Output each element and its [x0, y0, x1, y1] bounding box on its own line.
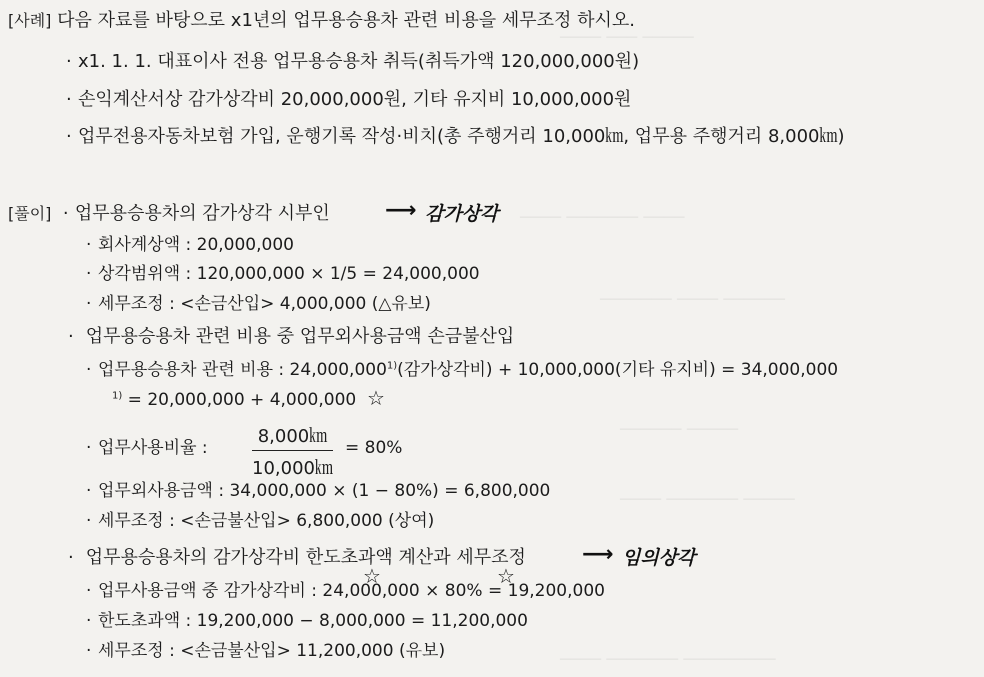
section-title: 업무용승용차의 감가상각 시부인	[74, 203, 330, 224]
line-text: 세무조정 : <손금불산입> 6,800,000 (상여)	[98, 511, 435, 531]
ratio-result: = 80%	[345, 438, 403, 458]
fraction-numerator: 8,000㎞	[252, 422, 333, 451]
line-text: 업무용승용차 관련 비용 : 24,000,000	[98, 360, 387, 380]
example-item-text: 업무전용자동차보험 가입, 운행기록 작성·비치(총 주행거리 10,000㎞, 업무용 주행거리 8,000㎞)	[78, 126, 845, 147]
bullet: ·	[66, 51, 72, 72]
bullet: ·	[86, 264, 92, 284]
line-text: 업무사용금액 중 감가상각비 : 24,000,000 × 80% = 19,200,000	[98, 581, 605, 601]
line-text: 세무조정 : <손금산입> 4,000,000 (△유보)	[98, 294, 431, 314]
bullet: ·	[86, 294, 92, 314]
footnote-mark: 1)	[386, 360, 398, 372]
line-text: (감가상각비) + 10,000,000(기타 유지비) = 34,000,000	[397, 360, 839, 380]
solution-line	[86, 234, 294, 256]
section-title: 업무용승용차의 감가상각비 한도초과액 계산과 세무조정	[85, 547, 526, 568]
line-text: 한도초과액 : 19,200,000 − 8,000,000 = 11,200,000	[98, 611, 528, 631]
fraction-denominator: 10,000㎞	[252, 458, 333, 479]
example-item	[66, 126, 845, 148]
bullet: ·	[86, 611, 92, 631]
solution-line	[86, 359, 838, 381]
bullet: ·	[66, 89, 72, 110]
solution-s3-title-line	[68, 547, 526, 569]
example-prompt-line	[8, 10, 635, 32]
solution-line	[86, 263, 480, 285]
bullet: ·	[86, 360, 92, 380]
solution-line	[86, 640, 445, 662]
bullet: ·	[68, 326, 74, 347]
bullet: ·	[86, 438, 92, 458]
footnote-line	[112, 389, 356, 411]
star-mark-icon: ☆	[367, 386, 385, 410]
arrow-icon: ⟶	[582, 542, 614, 567]
example-item	[66, 51, 639, 73]
solution-line	[86, 293, 431, 315]
example-item	[66, 89, 631, 111]
handwritten-note: 임의상각	[622, 547, 696, 569]
solution-line	[86, 480, 550, 502]
example-tag: [사례]	[8, 11, 52, 30]
star-mark-icon: ☆	[363, 564, 381, 588]
solution-s2-title-line	[68, 326, 514, 348]
line-text: 회사계상액 : 20,000,000	[98, 235, 294, 255]
solution-line	[86, 580, 605, 602]
line-text: 상각범위액 : 120,000,000 × 1/5 = 24,000,000	[98, 264, 480, 284]
bleed-through-text: ──── ─────── ────	[520, 208, 685, 228]
handwritten-note: 감가상각	[425, 203, 499, 225]
solution-tag: [풀이]	[8, 204, 52, 223]
bleed-through-text: ─────── ──── ──────	[600, 290, 785, 310]
example-item-text: 손익계산서상 감가상각비 20,000,000원, 기타 유지비 10,000,000원	[78, 89, 632, 110]
arrow-icon: ⟶	[385, 198, 417, 223]
bleed-through-text: ──── ─── ─────	[560, 28, 694, 48]
bullet: ·	[86, 581, 92, 601]
solution-line	[86, 610, 528, 632]
bleed-through-text: ──── ─────── ─────	[620, 490, 795, 510]
bullet: ·	[66, 126, 72, 147]
footnote-mark: 1)	[112, 390, 123, 402]
solution-line	[86, 510, 434, 532]
example-prompt: 다음 자료를 바탕으로 x1년의 업무용승용차 관련 비용을 세무조정 하시오.	[57, 10, 635, 31]
bleed-through-text: ────── ─────	[620, 420, 738, 440]
ratio-fraction	[252, 422, 333, 480]
bullet: ·	[86, 235, 92, 255]
section-title: 업무용승용차 관련 비용 중 업무외사용금액 손금불산입	[85, 326, 515, 347]
bullet: ·	[68, 547, 74, 568]
bullet: ·	[86, 511, 92, 531]
bullet: ·	[57, 203, 69, 224]
solution-s1-title-line	[8, 203, 330, 225]
line-text: 업무외사용금액 : 34,000,000 × (1 − 80%) = 6,800,000	[98, 481, 551, 501]
bullet: ·	[86, 481, 92, 501]
footnote-text: = 20,000,000 + 4,000,000	[127, 390, 357, 410]
example-item-text: x1. 1. 1. 대표이사 전용 업무용승용차 취득(취득가액 120,000,000원)	[78, 51, 640, 72]
bullet: ·	[86, 641, 92, 661]
star-mark-icon: ☆	[497, 564, 515, 588]
bleed-through-text: ──── ─────── ─────────	[560, 650, 776, 670]
line-text: 업무사용비율 :	[98, 438, 208, 458]
ratio-label-line	[86, 437, 208, 459]
line-text: 세무조정 : <손금불산입> 11,200,000 (유보)	[98, 641, 446, 661]
